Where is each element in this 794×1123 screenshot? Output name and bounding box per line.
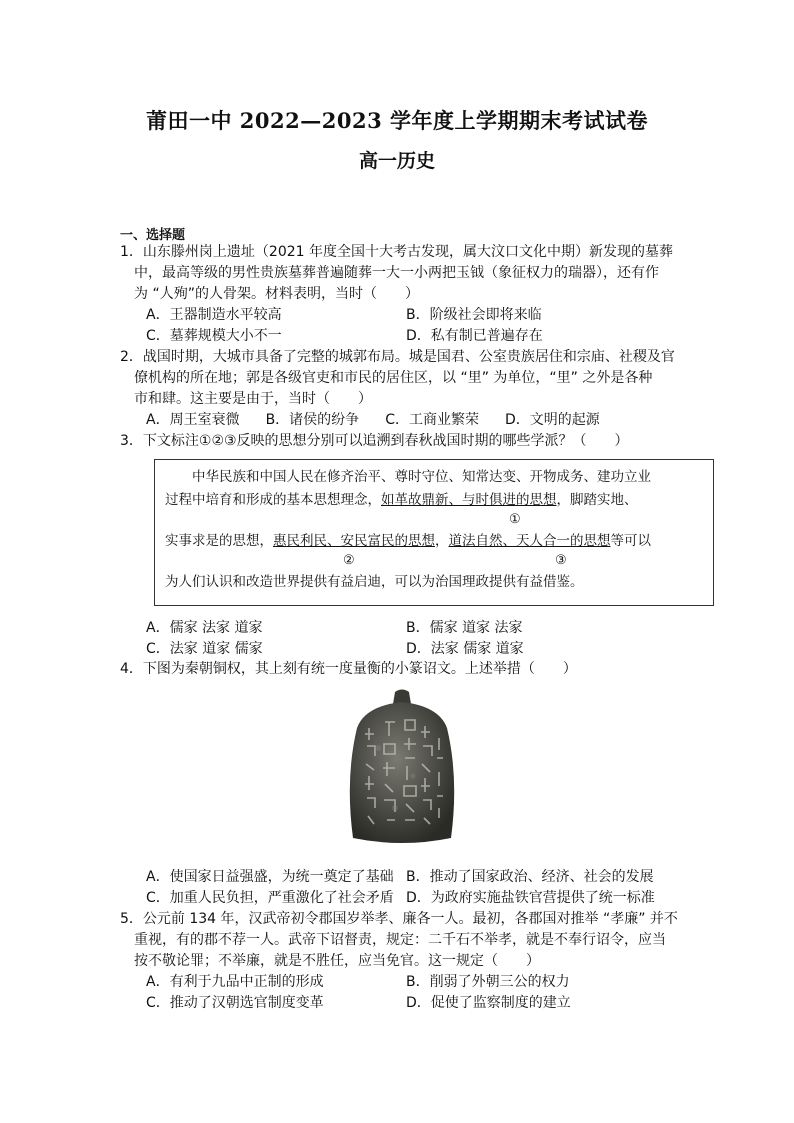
question-1-line: 中，最高等级的男性贵族墓葬普遍随葬一大一小两把玉钺（象征权力的瑞器），还有作	[134, 265, 659, 281]
quote-underline-1: 如革故鼎新、与时俱进的思想	[381, 492, 557, 508]
bronze-weight-image	[343, 688, 461, 846]
quote-box	[154, 459, 714, 606]
question-4	[120, 659, 680, 680]
question-2-line: 僚机构的所在地；郭是各级官吏和市民的居住区，以 “里” 为单位，“里” 之外是各种	[134, 370, 653, 386]
option-d[interactable]: D．法家 儒家 道家	[406, 641, 524, 657]
quote-line: 过程中培育和形成的基本思想理念，如革故鼎新、与时俱进的思想，脚踏实地、	[165, 492, 638, 508]
question-1	[120, 242, 680, 305]
option-c[interactable]: C．法家 道家 儒家	[146, 641, 263, 657]
option-c[interactable]: C．推动了汉朝选官制度变革	[146, 995, 324, 1011]
option-a[interactable]: A．王器制造水平较高	[146, 307, 282, 323]
mark-2: ②	[343, 553, 355, 568]
option-d[interactable]: D．促使了监察制度的建立	[406, 995, 571, 1011]
option-d[interactable]: D．私有制已普遍存在	[406, 328, 543, 344]
option-b[interactable]: B．推动了国家政治、经济、社会的发展	[406, 869, 654, 885]
question-1-options	[146, 305, 686, 347]
question-3	[120, 431, 680, 452]
question-5	[120, 909, 680, 972]
quote-line: 实事求是的思想，惠民利民、安民富民的思想，道法自然、天人合一的思想等可以	[165, 533, 651, 549]
quote-underline-3: 道法自然、天人合一的思想	[448, 533, 611, 549]
question-5-line: 重视，有的郡不荐一人。武帝下诏督责，规定：二千石不举孝，就是不奉行诏令，应当	[134, 932, 666, 948]
question-3-options	[146, 618, 686, 660]
question-2-line: 2．战国时期，大城市具备了完整的城郭布局。城是国君、公室贵族居住和宗庙、社稷及官	[120, 349, 675, 365]
option-c[interactable]: C．工商业繁荣	[385, 412, 479, 428]
option-a[interactable]: A．周王室衰微	[146, 412, 240, 428]
option-b[interactable]: B．诸侯的纷争	[265, 412, 360, 428]
question-4-line: 4．下图为秦朝铜权，其上刻有统一度量衡的小篆诏文。上述举措（ ）	[120, 661, 577, 677]
option-c[interactable]: C．加重人民负担，严重激化了社会矛盾	[146, 890, 394, 906]
option-b[interactable]: B．阶级社会即将来临	[406, 307, 542, 323]
question-5-line: 5．公元前 134 年，汉武帝初令郡国岁举孝、廉各一人。最初，各郡国对推举 “孝廉” 并不	[120, 911, 678, 927]
quote-marks-1	[165, 512, 703, 530]
option-a[interactable]: A．儒家 法家 道家	[146, 620, 263, 636]
quote-marks-2	[165, 553, 703, 571]
exam-title: 莆田一中 2022—2023 学年度上学期期末考试试卷	[145, 108, 648, 133]
question-5-line: 按不敬论罪；不举廉，就是不胜任，应当免官。这一规定（ ）	[134, 953, 540, 969]
option-b[interactable]: B．削弱了外朝三公的权力	[406, 974, 570, 990]
question-1-line: 1．山东滕州岗上遗址（2021 年度全国十大考古发现，属大汶口文化中期）新发现的墓葬	[120, 244, 673, 260]
quote-line: 为人们认识和改造世界提供有益启迪，可以为治国理政提供有益借鉴。	[165, 574, 584, 590]
mark-3: ③	[555, 553, 567, 568]
quote-line: 中华民族和中国人民在修齐治平、尊时守位、知常达变、开物成务、建功立业	[192, 469, 651, 485]
question-2-options	[146, 410, 686, 431]
question-5-options	[146, 972, 686, 1014]
section-heading: 一、选择题	[120, 228, 186, 243]
question-1-line: 为 “人殉”的人骨架。材料表明，当时（ ）	[134, 286, 419, 302]
mark-1: ①	[509, 512, 521, 527]
question-2	[120, 347, 680, 410]
option-c[interactable]: C．墓葬规模大小不一	[146, 328, 282, 344]
option-a[interactable]: A．有利于九品中正制的形成	[146, 974, 324, 990]
quote-underline-2: 惠民利民、安民富民的思想	[273, 533, 435, 549]
question-4-options	[146, 867, 686, 909]
option-a[interactable]: A．使国家日益强盛，为统一奠定了基础	[146, 869, 394, 885]
option-b[interactable]: B．儒家 道家 法家	[406, 620, 523, 636]
question-3-line: 3．下文标注①②③反映的思想分别可以追溯到春秋战国时期的哪些学派？（ ）	[120, 433, 629, 449]
option-d[interactable]: D．文明的起源	[504, 412, 600, 428]
option-d[interactable]: D．为政府实施盐铁官营提供了统一标准	[406, 890, 655, 906]
question-2-line: 市和肆。这主要是由于，当时（ ）	[134, 391, 372, 407]
exam-subject: 高一历史	[358, 150, 435, 172]
